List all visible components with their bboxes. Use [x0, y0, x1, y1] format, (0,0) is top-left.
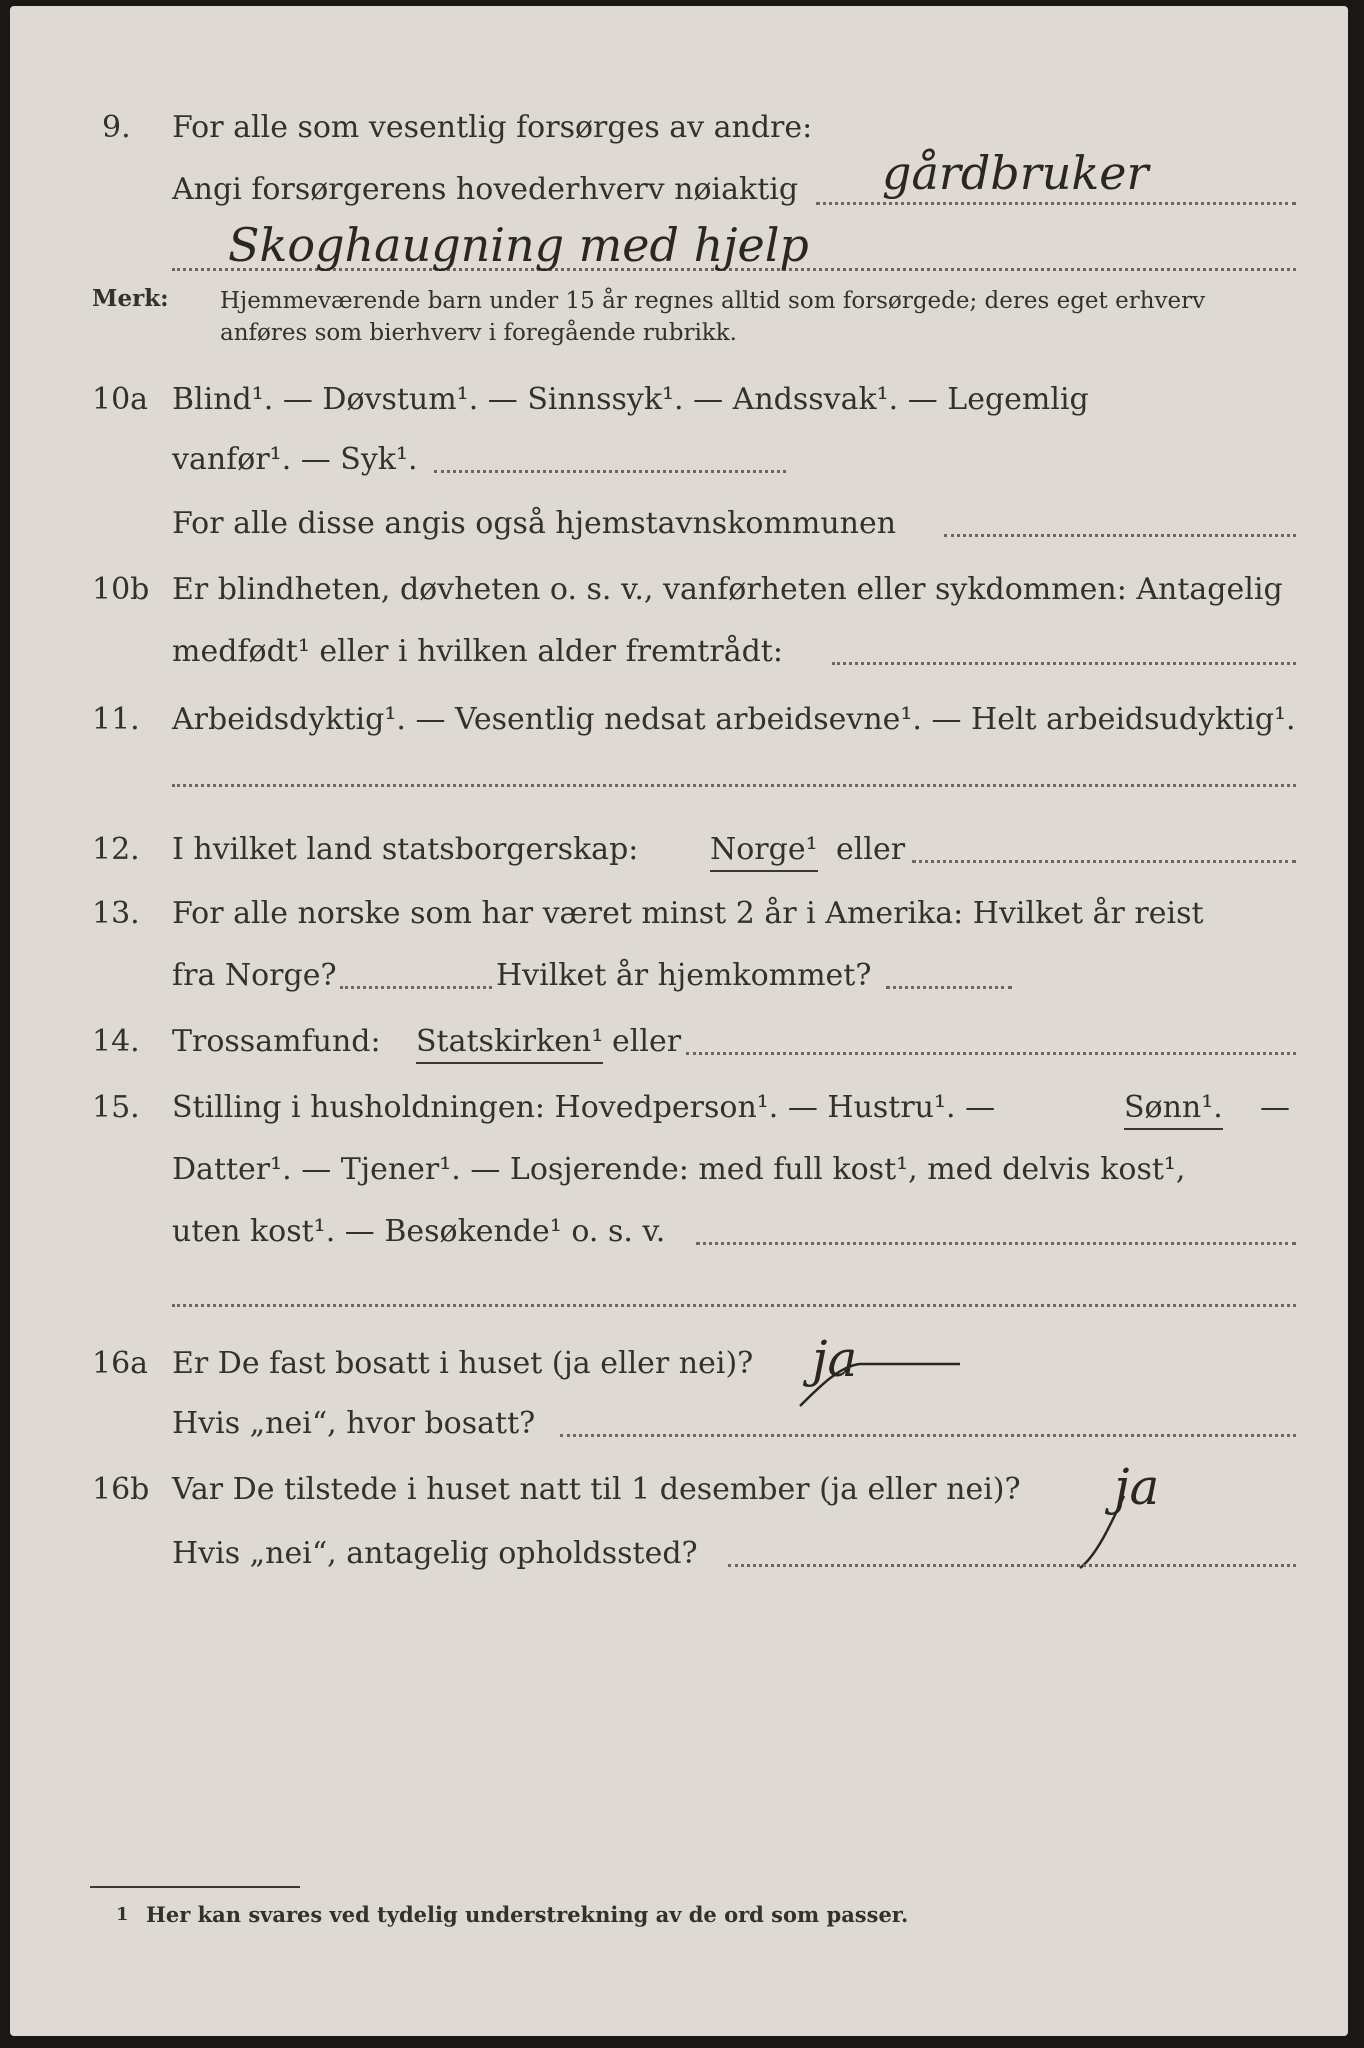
q15-dash: — [1260, 1090, 1290, 1125]
q15-number: 15. [92, 1090, 140, 1125]
q12-number: 12. [92, 832, 140, 867]
merk-note-line2: anføres som bierhverv i foregående rubrikk. [220, 320, 737, 346]
q15-second-answer-line [172, 1304, 1296, 1307]
q13-year-left-label: fra Norge? [172, 958, 337, 993]
q16b-handwritten-answer: ja [1114, 1458, 1160, 1516]
q16a-residence-line [560, 1434, 1296, 1437]
q9-number: 9. [102, 110, 131, 145]
q13-line1: For alle norske som har været minst 2 år i Amerika: Hvilket år reist [172, 896, 1204, 931]
q15-answer-line [696, 1242, 1296, 1245]
q9-provider-label: Angi forsørgerens hovederhverv nøiaktig [172, 172, 799, 207]
q13-year-returned-label: Hvilket år hjemkommet? [496, 958, 872, 993]
q16b-whereabouts-label: Hvis „nei“, antagelig opholdssted? [172, 1536, 698, 1571]
q12-norge-underlined: Norge¹ [710, 832, 818, 872]
q10b-line2: medfødt¹ eller i hvilken alder fremtrådt: [172, 634, 783, 669]
census-form-page [10, 6, 1348, 2036]
q13-year-returned-line [886, 986, 1012, 989]
footnote-divider [90, 1886, 300, 1888]
q12-or: eller [836, 832, 906, 867]
q14-label: Trossamfund: [172, 1024, 381, 1059]
q12-question: I hvilket land statsborgerskap: [172, 832, 639, 867]
q14-statskirken-underlined: Statskirken¹ [416, 1024, 603, 1064]
q16b-pen-stroke [1060, 1486, 1180, 1576]
q10a-line1: Blind¹. — Døvstum¹. — Sinnssyk¹. — Andssvak¹. — Legemlig [172, 382, 1089, 417]
q9-provider-answer-line [816, 202, 1296, 205]
q9-handwritten-occupation: gårdbruker [882, 146, 1149, 200]
q10a-number: 10a [92, 382, 149, 417]
q10b-number: 10b [92, 572, 150, 607]
q9-question: For alle som vesentlig forsørges av andre: [172, 110, 813, 145]
q15-line3: uten kost¹. — Besøkende¹ o. s. v. [172, 1214, 666, 1249]
q16b-number: 16b [92, 1472, 150, 1507]
merk-note-line1: Hjemmeværende barn under 15 år regnes alltid som forsørgede; deres eget erhverv [220, 288, 1206, 314]
q13-number: 13. [92, 896, 140, 931]
q15-line1: Stilling i husholdningen: Hovedperson¹. — Hustru¹. — [172, 1090, 996, 1125]
q15-sonn-underlined: Sønn¹. [1124, 1090, 1223, 1130]
q16a-pen-stroke [790, 1346, 970, 1426]
q14-or: eller [612, 1024, 682, 1059]
q11-line1: Arbeidsdyktig¹. — Vesentlig nedsat arbeidsevne¹. — Helt arbeidsudyktig¹. [172, 702, 1296, 737]
q14-number: 14. [92, 1024, 140, 1059]
q10b-answer-line [832, 662, 1296, 665]
q13-year-left-line [340, 986, 492, 989]
footnote-marker: 1 [116, 1904, 129, 1925]
q15-line2: Datter¹. — Tjener¹. — Losjerende: med full kost¹, med delvis kost¹, [172, 1152, 1186, 1187]
q10a-sick-answer-line [434, 470, 786, 473]
q11-answer-line [172, 784, 1296, 787]
q16a-number: 16a [92, 1346, 149, 1381]
q16b-whereabouts-line [728, 1564, 1296, 1567]
footnote-text: Her kan svares ved tydelig understrekning av de ord som passer. [146, 1902, 909, 1927]
q16a-residence-label: Hvis „nei“, hvor bosatt? [172, 1406, 536, 1441]
q10a-line2: vanfør¹. — Syk¹. [172, 442, 418, 477]
q10a-home-municipality-line [944, 534, 1296, 537]
q16a-handwritten-answer: ja [812, 1330, 858, 1388]
q14-answer-line [686, 1052, 1296, 1055]
merk-label: Merk: [92, 285, 169, 312]
q16b-question: Var De tilstede i huset natt til 1 desember (ja eller nei)? [172, 1472, 1021, 1507]
q10a-line3: For alle disse angis også hjemstavnskommunen [172, 506, 897, 541]
q11-number: 11. [92, 702, 140, 737]
q16a-question: Er De fast bosatt i huset (ja eller nei)? [172, 1346, 754, 1381]
q10b-line1: Er blindheten, døvheten o. s. v., vanførheten eller sykdommen: Antagelig [172, 572, 1283, 607]
q12-answer-line [912, 860, 1296, 863]
q9-handwritten-detail: Skoghaugning med hjelp [228, 218, 809, 272]
